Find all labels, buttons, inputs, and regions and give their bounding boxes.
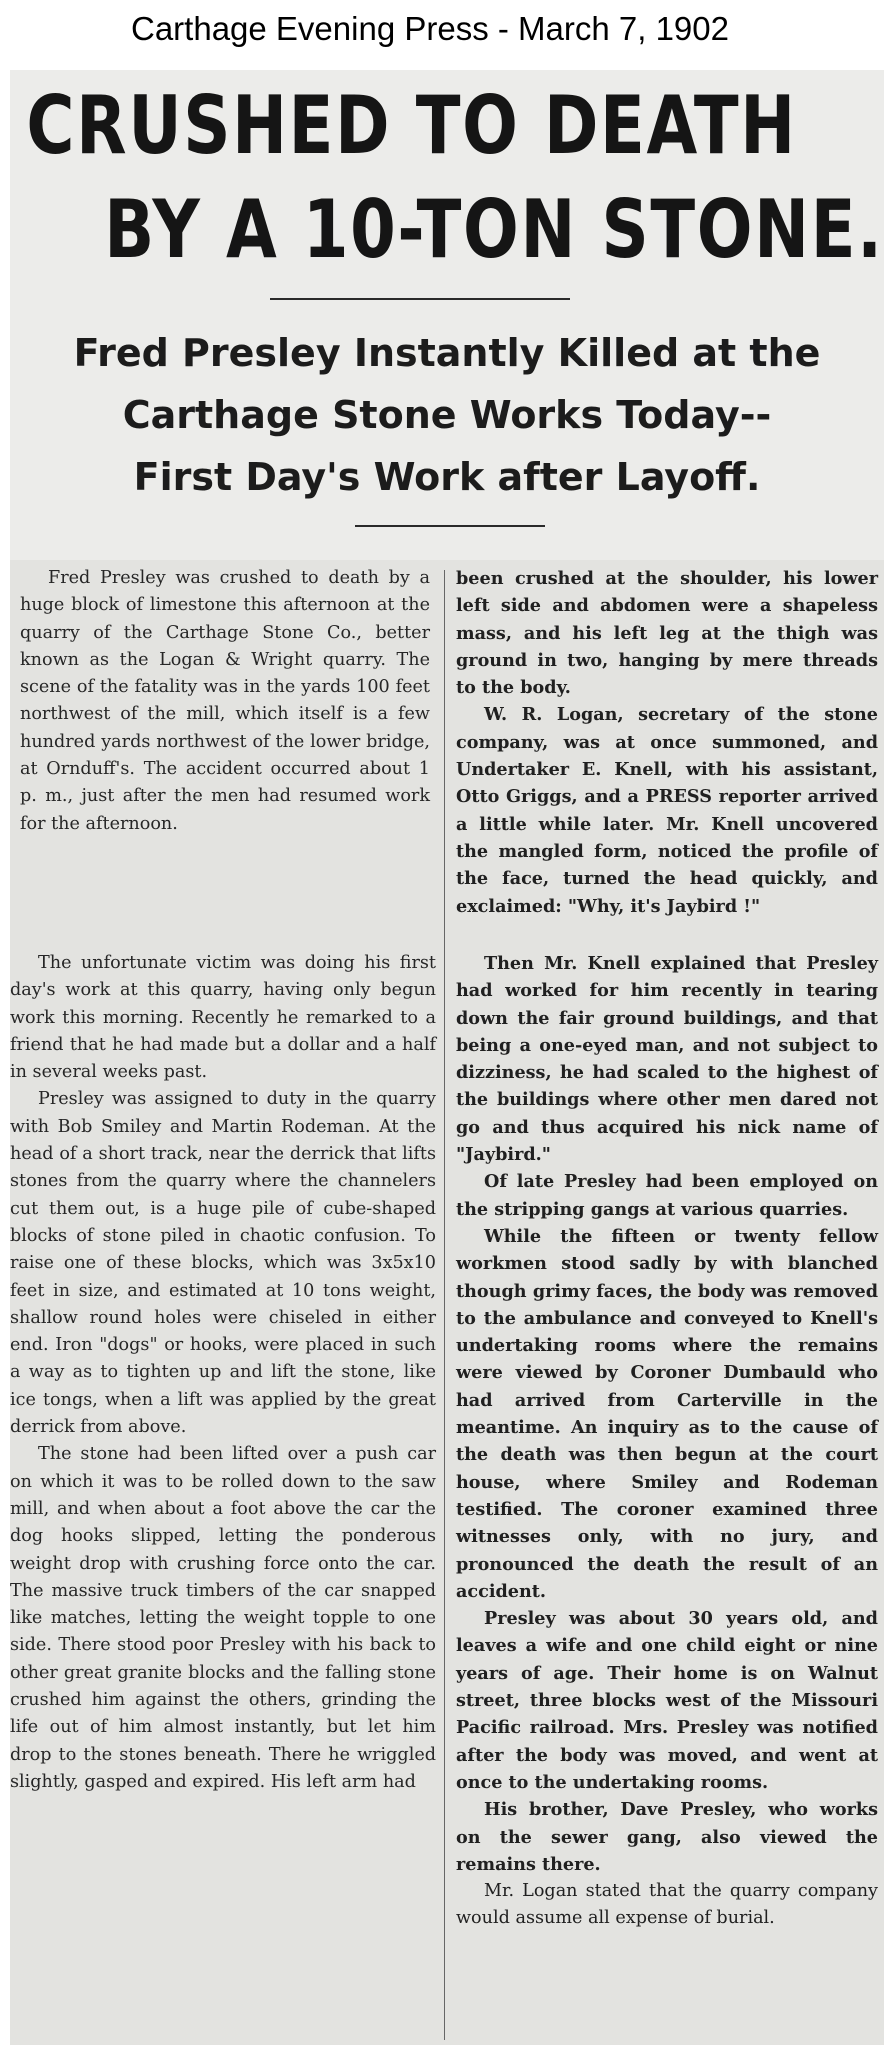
article-paragraph: While the fifteen or twenty fellow workmen stood sadly by with blanched though grimy faces, the body was removed to the ambulance and conveyed to Knell's undertaking rooms where the remains were viewed by Coroner Dumbauld who had arrived from Carterville in the meantime. An inquiry as to the cause of the death was then begun at the court house, where Smiley and Rodeman testified. The coroner examined three witnesses only, with no jury, and pronounced the death the result of an accident. bbox=[456, 1225, 878, 1602]
article-column-right-top bbox=[456, 565, 878, 920]
subheadline bbox=[10, 322, 884, 508]
column-divider bbox=[444, 570, 445, 2040]
article-paragraph: been crushed at the shoulder, his lower left side and abdomen were a shapeless mass, and his left leg at the thigh was ground in two, hanging by mere threads to the body. bbox=[456, 568, 878, 699]
article-paragraph: Fred Presley was crushed to death by a huge block of limestone this afternoon at the quarry of the Carthage Stone Co., better known as the Logan & Wright quarry. The scene of the fatality was in the yards 100 feet northwest of the mill, which itself is a few hundred yards northwest of the lower bridge, at Ornduff's. The accident occurred about 1 p. m., just after the men had resumed work for the afternoon. bbox=[20, 568, 430, 834]
article-column-left-bottom bbox=[10, 950, 436, 1796]
subheadline-rule bbox=[355, 525, 545, 527]
subheadline-line-2: Carthage Stone Works Today-- bbox=[122, 393, 772, 437]
headline-line-2: BY A 10-TON STONE. bbox=[104, 183, 884, 276]
subheadline-line-1: Fred Presley Instantly Killed at the bbox=[73, 331, 821, 375]
article-paragraph: The unfortunate victim was doing his first day's work at this quarry, having only begun work this morning. Recently he remarked to a friend that he had made but a dollar and a half in several weeks past. bbox=[10, 953, 436, 1083]
article-paragraph: W. R. Logan, secretary of the stone company, was at once summoned, and Undertaker E. Knell, with his assistant, Otto Griggs, and a PRESS reporter arrived a little while later. Mr. Knell uncovered the mangled form, noticed the profile of the face, turned the head quickly, and exclaimed: "Why, it's Jaybird !" bbox=[456, 704, 878, 917]
subheadline-line-3: First Day's Work after Layoff. bbox=[133, 455, 761, 499]
page-caption: Carthage Evening Press - March 7, 1902 bbox=[131, 10, 729, 47]
article-paragraph: Mr. Logan stated that the quarry company would assume all expense of burial. bbox=[456, 1881, 878, 1929]
article-paragraph: His brother, Dave Presley, who works on the sewer gang, also viewed the remains there. bbox=[456, 1799, 878, 1875]
article-column-right-bottom bbox=[456, 950, 878, 1933]
article-paragraph: Of late Presley had been employed on the stripping gangs at various quarries. bbox=[456, 1171, 878, 1220]
newspaper-clipping bbox=[10, 70, 884, 2045]
article-column-left-top bbox=[20, 565, 430, 838]
article-paragraph: Then Mr. Knell explained that Presley had worked for him recently in tearing down the fair ground buildings, and that being a one-eyed man, and not subject to dizziness, he had scaled to the highest of the buildings where other men dared not go and thus acquired his nick name of "Jaybird." bbox=[456, 953, 878, 1166]
headline-rule bbox=[270, 298, 570, 300]
article-paragraph: Presley was about 30 years old, and leaves a wife and one child eight or nine years of age. Their home is on Walnut street, three blocks west of the Missouri Pacific railroad. Mrs. Presley was notified after the body was moved, and went at once to the undertaking rooms. bbox=[456, 1608, 878, 1793]
article-paragraph: The stone had been lifted over a push car on which it was to be rolled down to the saw mill, and when about a foot above the car the dog hooks slipped, letting the ponderous weight drop with crushing force onto the car. The massive truck timbers of the car snapped like matches, letting the weight topple to one side. There stood poor Presley with his back to other great granite blocks and the falling stone crushed him against the others, grinding the life out of him almost instantly, but let him drop to the stones beneath. There he wriggled slightly, gasped and expired. His left arm had bbox=[10, 1444, 436, 1792]
main-headline bbox=[10, 74, 884, 282]
headline-line-1: CRUSHED TO DEATH bbox=[26, 79, 797, 172]
article-paragraph: Presley was assigned to duty in the quarry with Bob Smiley and Martin Rodeman. At the head of a short track, near the derrick that lifts stones from the quarry where the channelers cut them out, is a huge pile of cube-shaped blocks of stone piled in chaotic confusion. To raise one of these blocks, which was 3x5x10 feet in size, and estimated at 10 tons weight, shallow round holes were chiseled in either end. Iron "dogs" or hooks, were placed in such a way as to tighten up and lift the stone, like ice tongs, when a lift was applied by the great derrick from above. bbox=[10, 1089, 436, 1438]
